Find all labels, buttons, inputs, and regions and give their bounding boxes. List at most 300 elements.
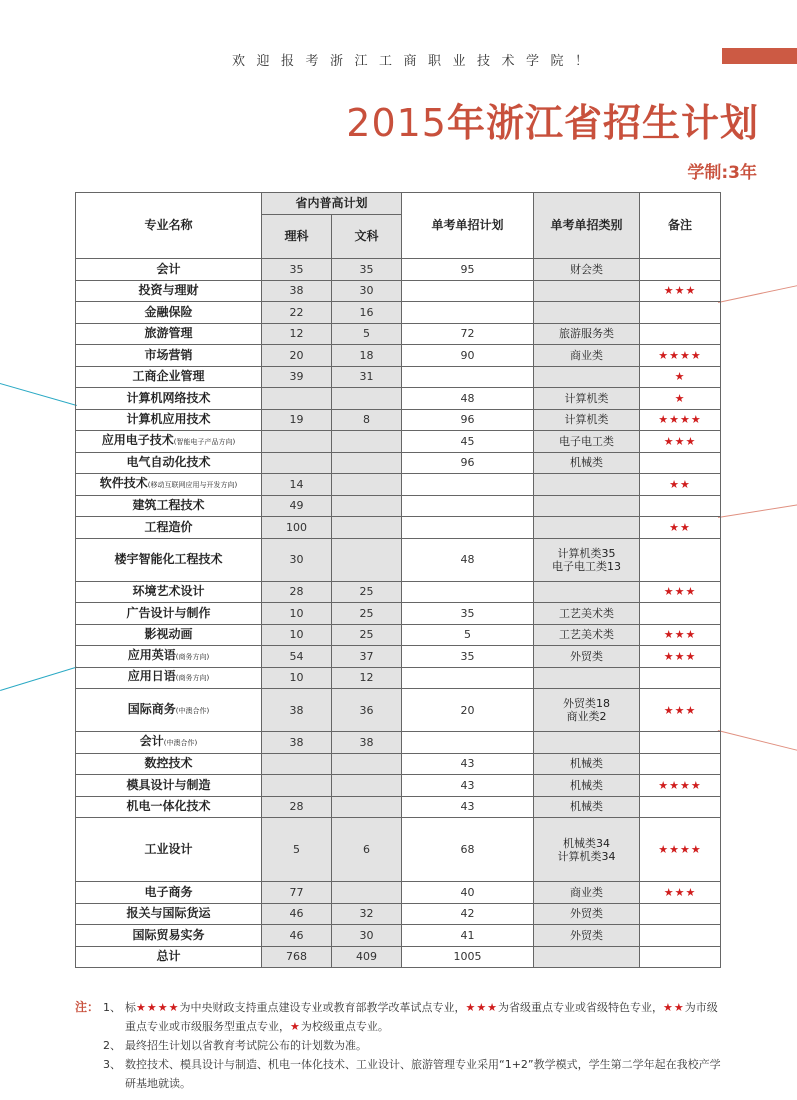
cell-science [262, 517, 332, 539]
cell-single-plan [402, 753, 534, 775]
deco-line-right-3 [718, 730, 797, 751]
arts-count: 6 [363, 843, 370, 856]
cell-single-plan [402, 302, 534, 324]
single-type: 计算机类 [564, 391, 609, 405]
star-rating: ★★★ [663, 628, 697, 642]
major-name: 电气自动化技术 [126, 455, 211, 470]
cell-single-type [534, 624, 640, 646]
page-title [346, 92, 759, 147]
cell-single-type [534, 689, 640, 732]
single-type-2: 商业类2 [566, 710, 607, 723]
major-name: 国际贸易实务 [132, 927, 205, 942]
cell-arts [332, 366, 402, 388]
cell-arts [332, 667, 402, 689]
cell-single-type [534, 732, 640, 754]
cell-single-type [534, 517, 640, 539]
cell-arts [332, 538, 402, 581]
cell-science [262, 302, 332, 324]
header-science: 理科 [262, 215, 332, 259]
single-plan-count: 43 [460, 778, 475, 792]
table-row [76, 775, 721, 797]
cell-arts [332, 753, 402, 775]
science-count: 49 [289, 499, 304, 513]
science-count: 46 [289, 928, 304, 942]
cell-science [262, 882, 332, 904]
single-plan-count: 96 [460, 413, 475, 427]
cell-arts [332, 388, 402, 410]
major-name: 会计 [139, 733, 164, 748]
table-row [76, 366, 721, 388]
major-name: 软件技术 [99, 475, 148, 490]
cell-major [76, 409, 262, 431]
science-count: 28 [289, 800, 304, 814]
science-count: 22 [289, 305, 304, 319]
arts-count: 25 [359, 606, 374, 620]
cell-single-plan [402, 603, 534, 625]
cell-single-type [534, 946, 640, 968]
cell-major [76, 581, 262, 603]
cell-science [262, 732, 332, 754]
cell-major [76, 603, 262, 625]
cell-single-type [534, 302, 640, 324]
cell-science [262, 345, 332, 367]
cell-single-plan [402, 646, 534, 668]
arts-count: 35 [359, 262, 374, 276]
table-row [76, 302, 721, 324]
note-text: 为校级重点专业。 [300, 1020, 389, 1033]
science-count: 77 [289, 885, 304, 899]
table-row [76, 903, 721, 925]
cell-arts [332, 323, 402, 345]
star-rating: ★★★ [663, 885, 697, 899]
table-row [76, 925, 721, 947]
star-rating-3: ★★★ [465, 1001, 499, 1014]
cell-single-type [534, 431, 640, 453]
arts-count: 30 [359, 928, 374, 942]
study-duration: 学制:3年 [687, 163, 757, 183]
table-row [76, 581, 721, 603]
table-row [76, 538, 721, 581]
cell-single-type [534, 882, 640, 904]
cell-major [76, 732, 262, 754]
cell-major [76, 280, 262, 302]
star-rating: ★★ [669, 520, 691, 534]
cell-remark [640, 818, 721, 882]
enrollment-plan-table [75, 192, 721, 968]
single-plan-count: 20 [460, 703, 475, 717]
cell-science [262, 431, 332, 453]
cell-remark [640, 323, 721, 345]
major-name: 应用日语 [127, 669, 176, 684]
science-count: 54 [289, 649, 304, 663]
cell-major [76, 882, 262, 904]
cell-remark [640, 517, 721, 539]
cell-science [262, 603, 332, 625]
cell-single-plan [402, 452, 534, 474]
cell-single-plan [402, 796, 534, 818]
cell-science [262, 409, 332, 431]
deco-line-left-2 [0, 667, 77, 691]
science-count: 28 [289, 585, 304, 599]
arts-count: 5 [363, 327, 370, 341]
major-name: 环境艺术设计 [132, 584, 205, 599]
major-name: 国际商务 [127, 701, 176, 716]
science-count: 5 [293, 843, 300, 856]
star-rating: ★★★★ [658, 348, 702, 362]
header-major: 专业名称 [76, 193, 262, 259]
major-name: 投资与理财 [138, 283, 199, 298]
cell-science [262, 280, 332, 302]
cell-major [76, 345, 262, 367]
header-single-plan: 单考单招计划 [402, 193, 534, 259]
note-text: 为省级重点专业或省级特色专业， [498, 1001, 664, 1014]
cell-science [262, 753, 332, 775]
star-rating: ★★ [669, 477, 691, 491]
cell-arts [332, 946, 402, 968]
cell-science [262, 624, 332, 646]
cell-remark [640, 280, 721, 302]
deco-line-right-2 [718, 504, 797, 518]
cell-single-plan [402, 903, 534, 925]
major-name: 影视动画 [144, 627, 193, 642]
star-rating: ★★★★ [658, 843, 702, 856]
cell-single-type [534, 538, 640, 581]
notes-label: 注： [75, 1000, 100, 1014]
single-plan-count: 45 [460, 434, 475, 448]
single-plan-count: 1005 [453, 950, 482, 964]
major-name: 模具设计与制造 [126, 777, 211, 792]
cell-remark [640, 366, 721, 388]
table-row [76, 495, 721, 517]
cell-arts [332, 581, 402, 603]
cell-science [262, 366, 332, 388]
cell-major [76, 495, 262, 517]
cell-major [76, 366, 262, 388]
single-plan-count: 43 [460, 757, 475, 771]
cell-major [76, 474, 262, 496]
cell-arts [332, 474, 402, 496]
major-direction: (智能电子产品方向) [173, 437, 236, 446]
arts-count: 16 [359, 305, 374, 319]
arts-count: 409 [356, 950, 377, 964]
cell-remark [640, 646, 721, 668]
cell-science [262, 646, 332, 668]
cell-single-plan [402, 775, 534, 797]
cell-arts [332, 732, 402, 754]
major-name: 工商企业管理 [132, 369, 205, 384]
cell-major [76, 689, 262, 732]
table-row [76, 409, 721, 431]
table-row [76, 689, 721, 732]
cell-single-plan [402, 431, 534, 453]
cell-single-type [534, 753, 640, 775]
cell-arts [332, 624, 402, 646]
cell-arts [332, 345, 402, 367]
table-row [76, 732, 721, 754]
single-plan-count: 90 [460, 348, 475, 362]
science-count: 38 [289, 284, 304, 298]
cell-remark [640, 882, 721, 904]
cell-single-type [534, 409, 640, 431]
cell-remark [640, 474, 721, 496]
cell-science [262, 323, 332, 345]
single-plan-count: 48 [460, 553, 475, 566]
cell-single-type [534, 925, 640, 947]
star-rating: ★★★ [663, 434, 697, 448]
cell-major [76, 624, 262, 646]
science-count: 10 [289, 671, 304, 685]
cell-single-plan [402, 925, 534, 947]
cell-single-type [534, 581, 640, 603]
note-text: 数控技术、模具设计与制造、机电一体化技术、工业设计、旅游管理专业采用“1+2”教学模式，学生第二学年起在我校产学研基地就读。 [125, 1058, 721, 1090]
single-plan-count: 68 [460, 843, 475, 856]
science-count: 38 [289, 735, 304, 749]
cell-remark [640, 452, 721, 474]
cell-single-type [534, 775, 640, 797]
science-count: 10 [289, 628, 304, 642]
single-type: 商业类 [570, 348, 604, 362]
table-row [76, 753, 721, 775]
cell-major [76, 946, 262, 968]
major-direction: (商务方向) [175, 652, 210, 661]
star-rating: ★★★ [663, 284, 697, 298]
single-plan-count: 48 [460, 391, 475, 405]
star-rating-4: ★★★★ [136, 1001, 180, 1014]
cell-arts [332, 431, 402, 453]
cell-single-type [534, 388, 640, 410]
cell-arts [332, 259, 402, 281]
note-number: 1、 [103, 1001, 121, 1014]
arts-count: 8 [363, 413, 370, 427]
cell-arts [332, 452, 402, 474]
table-row [76, 388, 721, 410]
header-arts: 文科 [332, 215, 402, 259]
major-name: 市场营销 [144, 347, 193, 362]
cell-single-plan [402, 882, 534, 904]
cell-single-plan [402, 345, 534, 367]
star-rating-2: ★★ [663, 1001, 685, 1014]
cell-major [76, 259, 262, 281]
note-1 [75, 998, 725, 1036]
cell-major [76, 925, 262, 947]
cell-major [76, 646, 262, 668]
cell-remark [640, 689, 721, 732]
cell-arts [332, 517, 402, 539]
cell-remark [640, 495, 721, 517]
welcome-slogan: 欢迎报考浙江工商职业技术学院！ [232, 54, 600, 69]
title-year: 2015 [346, 101, 447, 145]
major-direction: (中澳合作) [163, 738, 198, 747]
cell-single-plan [402, 388, 534, 410]
single-type: 计算机类35 [557, 546, 616, 560]
cell-single-plan [402, 538, 534, 581]
header-remark: 备注 [640, 193, 721, 259]
cell-arts [332, 409, 402, 431]
star-rating: ★★★ [663, 649, 697, 663]
cell-remark [640, 732, 721, 754]
major-direction: (中澳合作) [175, 706, 210, 715]
cell-single-type [534, 452, 640, 474]
table-row [76, 323, 721, 345]
cell-arts [332, 882, 402, 904]
major-name: 报关与国际货运 [126, 906, 211, 921]
cell-single-plan [402, 818, 534, 882]
major-name: 计算机应用技术 [126, 412, 211, 427]
star-rating: ★ [674, 391, 686, 405]
science-count: 39 [289, 370, 304, 384]
single-type-2: 电子电工类13 [552, 559, 622, 573]
arts-count: 32 [359, 907, 374, 921]
table-row [76, 603, 721, 625]
cell-single-plan [402, 946, 534, 968]
cell-single-plan [402, 732, 534, 754]
cell-single-plan [402, 259, 534, 281]
cell-major [76, 903, 262, 925]
single-type: 机械类 [570, 778, 604, 792]
science-count: 12 [289, 327, 304, 341]
cell-major [76, 452, 262, 474]
cell-single-type [534, 646, 640, 668]
single-type: 工艺美术类 [559, 606, 615, 620]
cell-remark [640, 775, 721, 797]
arts-count: 18 [359, 348, 374, 362]
cell-major [76, 667, 262, 689]
single-type: 商业类 [570, 885, 604, 899]
note-number: 2、 [103, 1039, 121, 1052]
science-count: 46 [289, 907, 304, 921]
note-text: 为中央财政支持重点建设专业或教育部教学改革试点专业， [179, 1001, 466, 1014]
cell-single-type [534, 667, 640, 689]
major-name: 计算机网络技术 [126, 390, 211, 405]
cell-arts [332, 603, 402, 625]
cell-remark [640, 796, 721, 818]
cell-major [76, 388, 262, 410]
single-type: 旅游服务类 [559, 327, 615, 341]
arts-count: 30 [359, 284, 374, 298]
star-rating: ★★★★ [658, 778, 702, 792]
major-name: 建筑工程技术 [132, 498, 205, 513]
cell-science [262, 667, 332, 689]
cell-major [76, 302, 262, 324]
single-type: 电子电工类 [559, 434, 615, 448]
science-count: 20 [289, 348, 304, 362]
cell-single-plan [402, 667, 534, 689]
single-plan-count: 96 [460, 456, 475, 470]
single-type: 机械类 [570, 757, 604, 771]
science-count: 38 [289, 703, 304, 717]
cell-single-plan [402, 474, 534, 496]
cell-single-plan [402, 689, 534, 732]
cell-remark [640, 538, 721, 581]
star-rating-1: ★ [290, 1020, 301, 1033]
major-name: 总计 [156, 949, 181, 964]
note-text: 标 [125, 1001, 136, 1014]
table-row [76, 946, 721, 968]
table-row [76, 882, 721, 904]
cell-science [262, 946, 332, 968]
cell-science [262, 259, 332, 281]
single-type: 外贸类 [570, 928, 604, 942]
table-row [76, 474, 721, 496]
major-direction: (移动互联网应用与开发方向) [147, 480, 238, 489]
table-row [76, 452, 721, 474]
star-rating: ★★★ [663, 585, 697, 599]
note-number: 3、 [103, 1058, 121, 1071]
major-name: 数控技术 [144, 756, 193, 771]
cell-science [262, 581, 332, 603]
deco-line-left-1 [0, 383, 77, 406]
single-plan-count: 41 [460, 928, 475, 942]
cell-science [262, 903, 332, 925]
cell-remark [640, 946, 721, 968]
single-type-2: 计算机类34 [557, 849, 616, 863]
table-row [76, 818, 721, 882]
major-name: 电子商务 [144, 884, 193, 899]
single-plan-count: 35 [460, 649, 475, 663]
cell-arts [332, 775, 402, 797]
header-provincial-plan: 省内普高计划 [262, 193, 402, 215]
science-count: 14 [289, 477, 304, 491]
cell-major [76, 775, 262, 797]
cell-arts [332, 925, 402, 947]
cell-single-plan [402, 366, 534, 388]
cell-arts [332, 796, 402, 818]
science-count: 10 [289, 606, 304, 620]
single-type: 外贸类 [570, 649, 604, 663]
cell-science [262, 452, 332, 474]
cell-remark [640, 581, 721, 603]
arts-count: 12 [359, 671, 374, 685]
major-name: 会计 [156, 261, 181, 276]
cell-remark [640, 345, 721, 367]
cell-single-type [534, 818, 640, 882]
cell-single-type [534, 280, 640, 302]
table-row [76, 431, 721, 453]
cell-science [262, 538, 332, 581]
cell-single-plan [402, 581, 534, 603]
single-plan-count: 95 [460, 262, 475, 276]
cell-arts [332, 302, 402, 324]
title-text: 年浙江省招生计划 [446, 101, 759, 145]
note-3 [75, 1055, 725, 1093]
cell-remark [640, 925, 721, 947]
cell-science [262, 474, 332, 496]
star-rating: ★★★ [663, 703, 697, 717]
notes [75, 998, 725, 1093]
cell-single-plan [402, 517, 534, 539]
star-rating: ★ [674, 370, 686, 384]
major-name: 工业设计 [144, 842, 193, 856]
cell-science [262, 495, 332, 517]
major-name: 广告设计与制作 [126, 605, 211, 620]
cell-science [262, 689, 332, 732]
note-text: 最终招生计划以省教育考试院公布的计划数为准。 [125, 1039, 367, 1052]
science-count: 768 [286, 950, 307, 964]
cell-remark [640, 259, 721, 281]
note-text: 为市级重点专业或市级服务型重点专业， [125, 1001, 718, 1033]
table-row [76, 517, 721, 539]
single-type: 财会类 [570, 262, 604, 276]
science-count: 30 [289, 553, 304, 566]
single-type: 机械类 [570, 800, 604, 814]
major-name: 应用英语 [127, 647, 176, 662]
single-plan-count: 40 [460, 885, 475, 899]
single-type: 外贸类 [570, 907, 604, 921]
table-row [76, 667, 721, 689]
table-row [76, 646, 721, 668]
cell-remark [640, 903, 721, 925]
cell-remark [640, 431, 721, 453]
